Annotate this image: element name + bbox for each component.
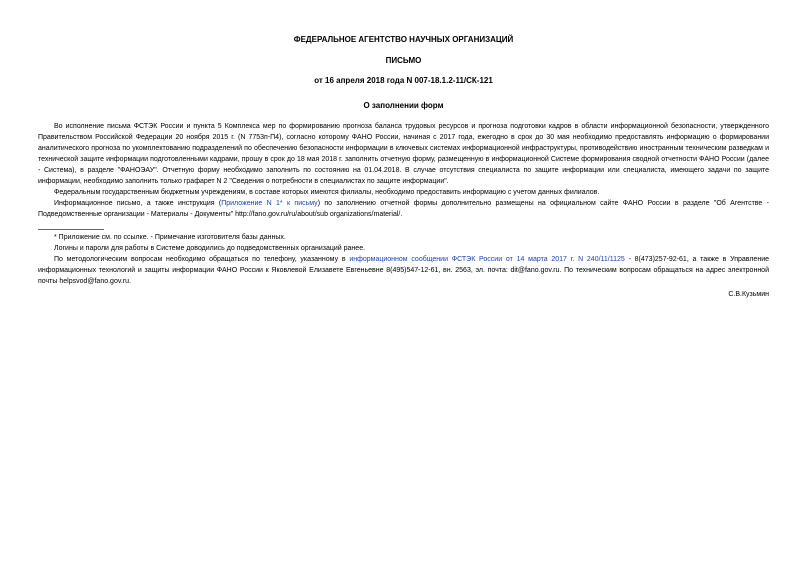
paragraph-1: Во исполнение письма ФСТЭК России и пункта 5 Комплекса мер по формированию прогноза баланса трудовых ресурсов и прогноза подготовки кадров в области информационной безопасности, утвержденного Правительством Российской Федерации 20 ноября 2015 г. (N 7753п-П4), согласно которому ФАНО России, начиная с 2017 года, ежегодно в срок до 30 мая необходимо предоставлять информацию о формировании аналитического прогноза по укомплектованию подразделений по обеспечению безопасности информации в ключевых системах информационной инфраструктуры, противодействию иностранным техническим разведкам и технической защите информации подготовленными кадрами, прошу в срок до 18 мая 2018 г. заполнить отчетную форму, размещенную в информационной Системе формирования сводной отчетности ФАНО России (далее - Система), в разделе "ФАНОЭАУ". Отчетную форму необходимо заполнить по состоянию на 01.04.2018. В случае отсутствия специалиста по защите информации или специалиста, имеющего задачи по защите информации, необходимо заполнить только графарет N 2 "Сведения о потребности в специалистах по защите информации". [38, 123, 769, 185]
letter-body [38, 121, 769, 220]
paragraph-2: Федеральным государственным бюджетным учреждениям, в составе которых имеются филиалы, необходимо предоставить информацию с учетом данных филиалов. [54, 189, 600, 196]
paragraph-3-start: Информационное письмо, а также инструкция ( [54, 200, 222, 207]
signature: С.В.Кузьмин [728, 291, 769, 298]
appendix-link[interactable]: Приложение N 1* к письму [221, 200, 318, 207]
footnote-1: * Приложение см. по ссылке. - Примечание изготовителя базы данных. [54, 234, 286, 241]
fstek-notice-link[interactable]: информационном сообщении ФСТЭК России от 14 марта 2017 г. N 240/11/1125 [349, 256, 625, 263]
footnote-2: Логины и пароли для работы в Системе доводились до подведомственных организаций ранее. [54, 245, 366, 252]
document-date-number: от 16 апреля 2018 года N 007-18.1.2-11/СК-121 [314, 76, 493, 85]
agency-title: ФЕДЕРАЛЬНОЕ АГЕНТСТВО НАУЧНЫХ ОРГАНИЗАЦИЙ [293, 35, 514, 44]
footnotes [38, 232, 769, 287]
footnote-3-end: - 8(473)257-92-61, а также в Управление информационных технологий и защиты информации ФАНО России к Яковлевой Елизавете Евгеньевне 8(495)547-12-61, вн. 2563, эл. почта: dit@fano.gov.ru. По техническим вопросам обращаться на адрес электронной почты helpsvod@fano.gov.ru. [38, 256, 769, 285]
footnote-3 [38, 254, 769, 287]
footnote-3-start: По методологическим вопросам необходимо обращаться по телефону, указанному в [54, 256, 350, 263]
document-page [38, 34, 769, 300]
document-subject: О заполнении форм [363, 101, 444, 110]
paragraph-3 [38, 198, 769, 220]
footnote-divider [38, 229, 104, 230]
paragraph-3-end: ) по заполнению отчетной формы дополнительно размещены на официальном сайте ФАНО России в разделе "Об Агентстве - Подведомственные организации - Материалы - Документы" http://fano.gov.ru/ru/about/sub organizations/material/. [38, 200, 770, 218]
document-type: ПИСЬМО [385, 56, 422, 65]
